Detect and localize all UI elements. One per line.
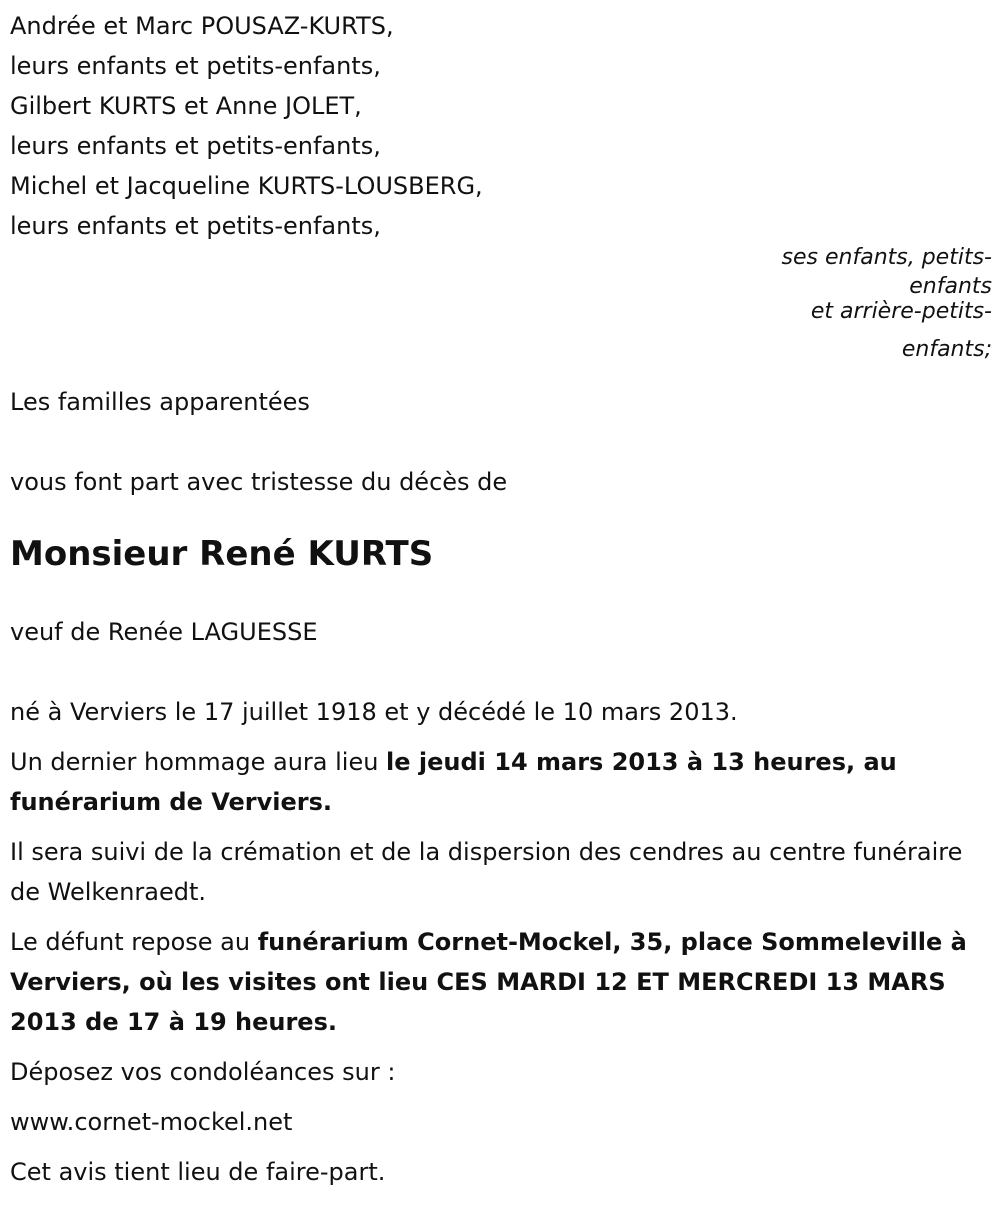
tribute-details: le jeudi 14 mars 2013 à 13 heures, au funérarium de Verviers.	[10, 748, 897, 816]
descendants-block	[10, 238, 992, 370]
descendants-line: ses enfants, petits-	[781, 245, 992, 270]
descendants-line: enfants	[909, 274, 992, 299]
obituary-notice	[10, 0, 992, 1202]
family-line: Andrée et Marc POUSAZ-KURTS,	[10, 12, 394, 40]
cremation-text: Il sera suivi de la crémation et de la dispersion des cendres au centre funéraire de Welkenraedt.	[10, 838, 963, 906]
tribute-intro: Un dernier hommage aura lieu	[10, 748, 387, 776]
widower-of: veuf de Renée LAGUESSE	[10, 618, 318, 646]
descendants-line: et arrière-petits-	[810, 299, 992, 324]
family-line: Michel et Jacqueline KURTS-LOUSBERG,	[10, 172, 483, 200]
family-line: leurs enfants et petits-enfants,	[10, 52, 381, 80]
related-families: Les familles apparentées	[10, 388, 310, 416]
tribute-text	[10, 742, 985, 822]
descendants-line: enfants;	[901, 337, 992, 362]
repose-intro: Le défunt repose au	[10, 928, 258, 956]
family-list	[10, 0, 992, 246]
condolences-label: Déposez vos condoléances sur :	[10, 1058, 396, 1086]
family-line: leurs enfants et petits-enfants,	[10, 212, 381, 240]
birth-death-text: né à Verviers le 17 juillet 1918 et y décédé le 10 mars 2013.	[10, 698, 738, 726]
website-link[interactable]: www.cornet-mockel.net	[10, 1108, 293, 1136]
family-line: Gilbert KURTS et Anne JOLET,	[10, 92, 362, 120]
family-line: leurs enfants et petits-enfants,	[10, 132, 381, 160]
announcement-text: vous font part avec tristesse du décès de	[10, 468, 508, 496]
deceased-name: Monsieur René KURTS	[10, 534, 434, 574]
repose-text	[10, 922, 985, 1042]
repose-details: funérarium Cornet-Mockel, 35, place Sommeleville à Verviers, où les visites ont lieu CES MARDI 12 ET MERCREDI 13 MARS 2013 de 17 à 19 heures.	[10, 928, 967, 1036]
closing-text: Cet avis tient lieu de faire-part.	[10, 1158, 386, 1186]
